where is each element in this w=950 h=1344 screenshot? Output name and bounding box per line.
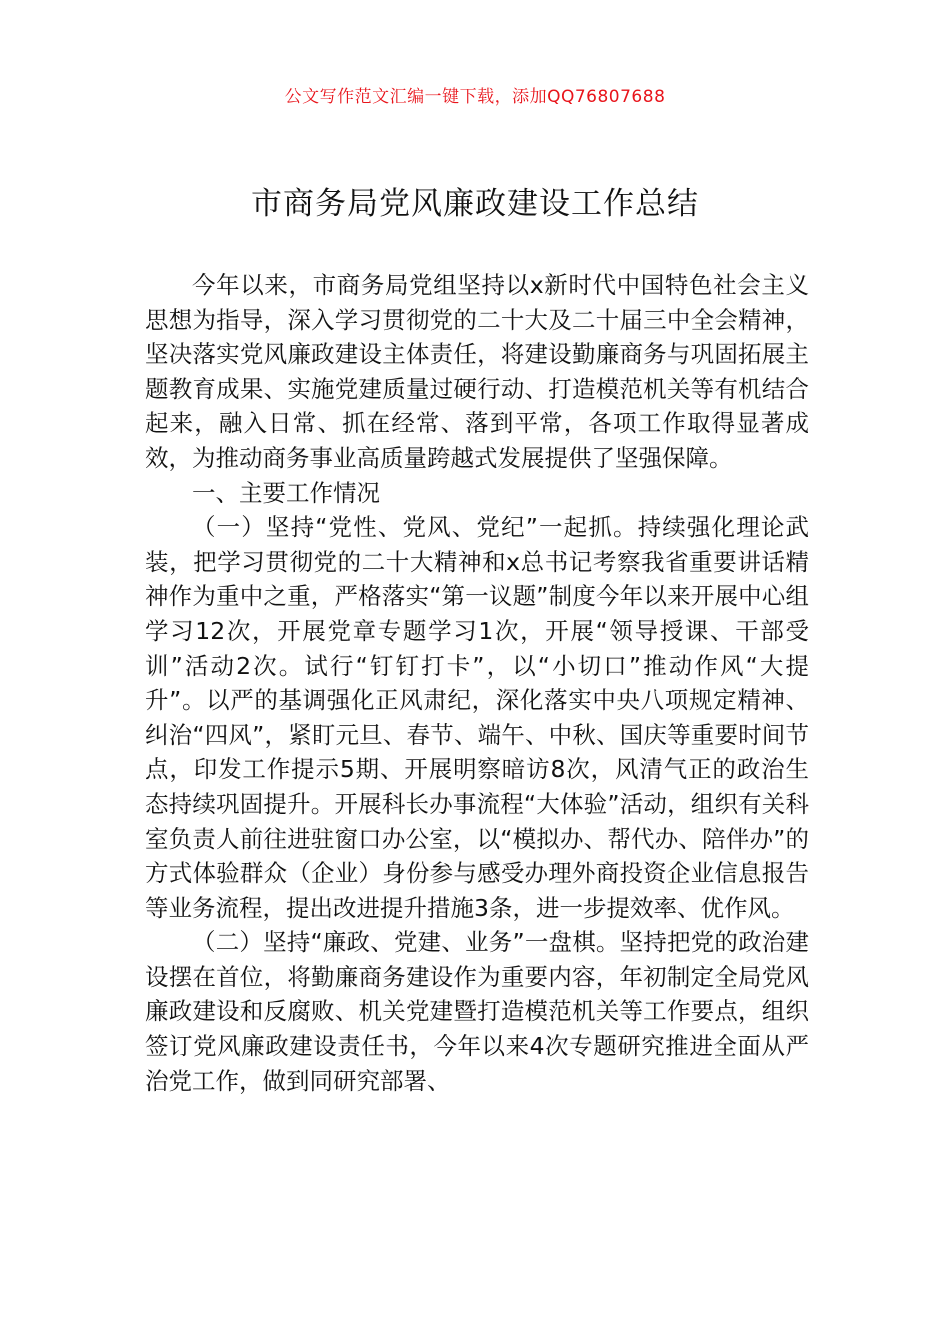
promo-banner: 公文写作范文汇编一键下载，添加QQ76807688	[284, 87, 666, 107]
paragraph-intro: 今年以来，市商务局党组坚持以x新时代中国特色社会主义思想为指导，深入学习贯彻党的二十大及二十届三中全会精神，坚决落实党风廉政建设主体责任，将建设勤廉商务与巩固拓展主题教育成果、实施党建质量过硬行动、打造模范机关等有机结合起来，融入日常、抓在经常、落到平常，各项工作取得显著成效，为推动商务事业高质量跨越式发展提供了坚强保障。	[145, 271, 809, 472]
paragraph-section-2: （二）坚持“廉政、党建、业务”一盘棋。坚持把党的政治建设摆在首位，将勤廉商务建设作为重要内容，年初制定全局党风廉政建设和反腐败、机关党建暨打造模范机关等工作要点，组织签订党风廉政建设责任书，今年以来4次专题研究推进全面从严治党工作，做到同研究部署、	[145, 928, 809, 1095]
paragraph-section-1: （一）坚持“党性、党风、党纪”一起抓。持续强化理论武装，把学习贯彻党的二十大精神和x总书记考察我省重要讲话精神作为重中之重，严格落实“第一议题”制度今年以来开展中心组学习12次，开展党章专题学习1次，开展“领导授课、干部受训”活动2次。试行“钉钉打卡”，以“小切口”推动作风“大提升”。以严的基调强化正风肃纪，深化落实中央八项规定精神、纠治“四风”，紧盯元旦、春节、端午、中秋、国庆等重要时间节点，印发工作提示5期、开展明察暗访8次，风清气正的政治生态持续巩固提升。开展科长办事流程“大体验”活动，组织有关科室负责人前往进驻窗口办公室，以“模拟办、帮代办、陪伴办”的方式体验群众（企业）身份参与感受办理外商投资企业信息报告等业务流程，提出改进提升措施3条，进一步提效率、优作风。	[145, 513, 809, 922]
document-title: 市商务局党风廉政建设工作总结	[251, 186, 699, 222]
section-heading: 一、主要工作情况	[192, 478, 380, 507]
document-body	[145, 268, 809, 1098]
